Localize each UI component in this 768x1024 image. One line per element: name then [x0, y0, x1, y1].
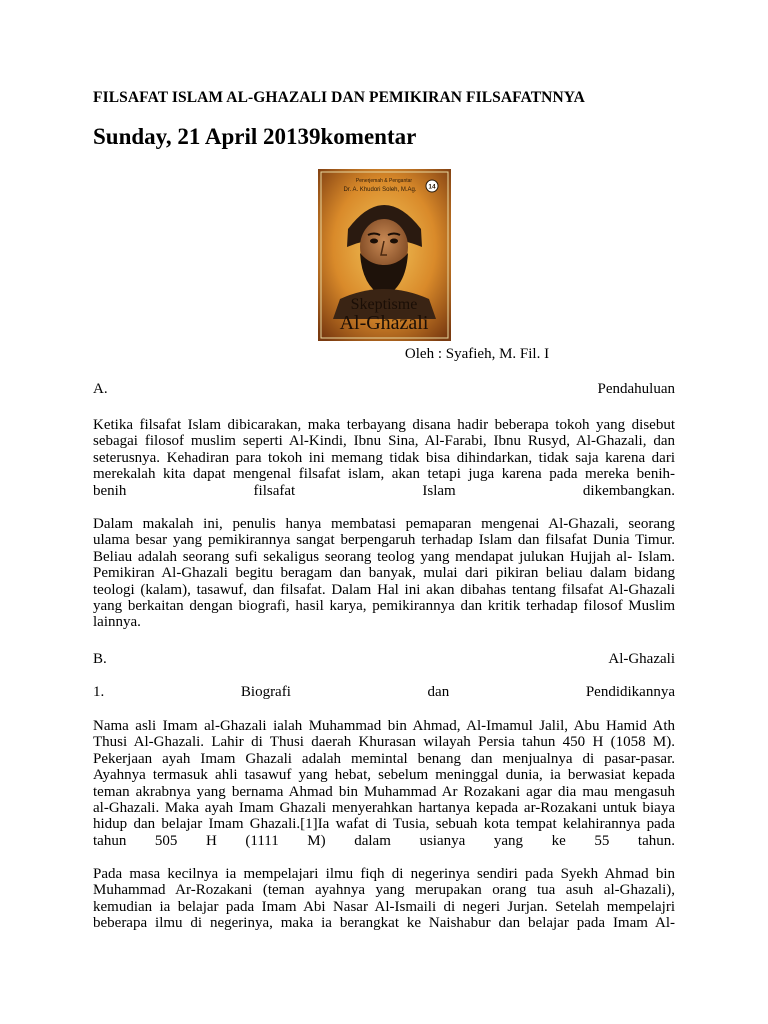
section-a-heading: [93, 381, 675, 398]
text-line: benih filsafat Islam dikembangkan.: [93, 482, 675, 499]
text-line: teologi (kalam), tasawuf, dan filsafat. Dalam Hal ini akan dibahas tentang filsafat Al-Ghazali: [93, 581, 675, 598]
text-line: Beliau adalah seorang sufi sekaligus seorang teolog yang mendapat julukan Hujjah al- Islam.: [93, 548, 675, 565]
text-line: Pemikiran Al-Ghazali begitu beragam dan banyak, mulai dari pikiran beliau dalam bidang: [93, 565, 675, 582]
text-line: sebagai filosof muslim seperti Al-Kindi, Ibnu Sina, Al-Farabi, Ibnu Rusyd, Al-Ghazali, dan: [93, 433, 675, 450]
text-line: teman akrabnya yang bernama Ahmad bin Muhammad Ar Rozakani agar dia mau mengasuh: [93, 783, 675, 800]
text-line: kemudian ia belajar pada Imam Abi Nasar Al-Ismaili di negeri Jurjan. Setelah mempelajri: [93, 898, 675, 915]
section-b-heading: [93, 651, 675, 668]
text-line: Nama asli Imam al-Ghazali ialah Muhammad bin Ahmad, Al-Imamul Jalil, Abu Hamid Ath: [93, 718, 675, 734]
text-line: lainnya.: [93, 614, 141, 631]
cover-title-1: Skeptisme: [350, 296, 418, 313]
text-line: Thusi Al-Ghazali. Lahir di Thusi daerah Khurasan wilayah Persia tahun 450 H (1058 M).: [93, 734, 675, 751]
text-line: tahun 505 H (1111 M) dalam usianya yang ke 55 tahun.: [93, 832, 675, 849]
text-line: Pekerjaan ayah Imam Ghazali adalah memintal benang dan menjualnya di pasar-pasar.: [93, 750, 675, 767]
paragraph-intro-2: [93, 516, 675, 631]
text-line: beberapa ilmu di negerinya, maka ia berangkat ke Naishabur dan belajar pada Imam Al-: [93, 915, 675, 932]
section-b-marker: B.: [93, 651, 107, 667]
text-line: Muhammad Ar-Rozakani (teman ayahnya yang merupakan orang tua asuh al-Ghazali),: [93, 882, 675, 899]
paragraph-biography-1: [93, 718, 675, 849]
text-line: Ayahnya termasuk ahli tasawuf yang hebat, sebelum meninggal dunia, ia berwasiat kepada: [93, 767, 675, 784]
text-line: Pada masa kecilnya ia mempelajari ilmu fiqh di negerinya sendiri pada Syekh Ahmad bin: [93, 866, 675, 882]
section-1-heading: [93, 684, 675, 701]
document-title: FILSAFAT ISLAM AL-GHAZALI DAN PEMIKIRAN FILSAFATNNYA: [93, 89, 585, 106]
text-line: seterusnya. Kehadiran para tokoh ini memang tidak bisa dihindarkan, tidak saja karena dari: [93, 449, 675, 466]
paragraph-biography-2: [93, 866, 675, 932]
text-line: merekalah kita dapat mengenal filsafat islam, akan tetapi juga karena pada mereka benih-: [93, 466, 675, 483]
section-1-word: Pendidikannya: [585, 684, 675, 700]
paragraph-intro-1: [93, 417, 675, 499]
section-a-marker: A.: [93, 381, 108, 397]
text-line: hidup dan belajar Imam Ghazali.[1]Ia wafat di Tusia, sebuah kota tempat kelahirannya pada: [93, 816, 675, 833]
byline: Oleh : Syafieh, M. Fil. I: [404, 346, 550, 362]
section-1-marker: 1.: [93, 684, 105, 700]
section-1-word: Biografi: [240, 684, 291, 700]
book-cover-image: [318, 169, 451, 341]
section-1-word: dan: [427, 684, 450, 700]
text-line: al-Ghazali. Maka ayah Imam Ghazali menyerahkan hartanya kepada ar-Rozakani untuk biaya: [93, 800, 675, 817]
section-a-label: Pendahuluan: [597, 381, 675, 397]
cover-badge: 14: [428, 183, 436, 191]
cover-title-2: Al-Ghazali: [339, 312, 429, 334]
text-line: ulama besar yang pemikirannya sangat berpengaruh terhadap Islam dan filsafat Dunia Timur.: [93, 532, 675, 549]
section-b-label: Al-Ghazali: [608, 651, 675, 667]
text-line: Ketika filsafat Islam dibicarakan, maka terbayang disana hadir beberapa tokoh yang disebut: [93, 417, 675, 433]
cover-top-text-1: Penerjemah & Pengantar: [355, 178, 413, 184]
date-line: Sunday, 21 April 20139komentar: [93, 124, 417, 149]
cover-top-text-2: Dr. A. Khudori Soleh, M.Ag.: [343, 187, 417, 193]
text-line: yang berkaitan dengan biografi, hasil karya, pemikirannya dan kritik terhadap filosof Muslim: [93, 598, 675, 615]
text-line: Dalam makalah ini, penulis hanya membatasi pemaparan mengenai Al-Ghazali, seorang: [93, 516, 675, 532]
